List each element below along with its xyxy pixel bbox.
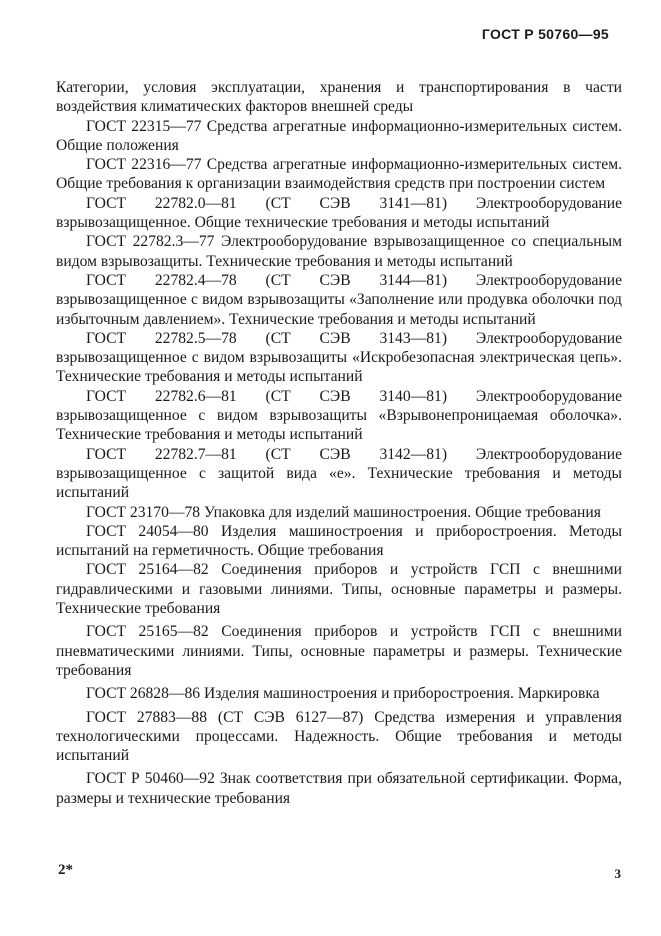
paragraph-gost-23170: ГОСТ 23170—78 Упаковка для изделий машиностроения. Общие требования (86, 503, 601, 521)
paragraph-gost-r-50460: ГОСТ Р 50460—92 Знак соответствия при обязательной сертификации. Форма, размеры и технические требования (56, 770, 622, 807)
document-body (56, 78, 622, 808)
paragraph-gost-22782-3: ГОСТ 22782.3—77 Электрооборудование взрывозащищенное со специальным видом взрывозащиты. Технические требования и методы испытаний (56, 233, 622, 270)
signature-mark: 2* (58, 862, 73, 878)
paragraph-gost-25165: ГОСТ 25165—82 Соединения приборов и устройств ГСП с внешними пневматическими линиями. Типы, основные параметры и размеры. Технические требования (56, 623, 622, 679)
running-header: ГОСТ Р 50760—95 (481, 26, 609, 42)
paragraph-gost-22782-7: ГОСТ 22782.7—81 (СТ СЭВ 3142—81) Электрооборудование взрывозащищенное с защитой вида «е». Технические требования и методы испытаний (56, 445, 622, 502)
paragraph-gost-25164: ГОСТ 25164—82 Соединения приборов и устройств ГСП с внешними гидравлическими и газовыми линиями. Типы, основные параметры и размеры. Технические требования (56, 561, 622, 618)
paragraph-climatic-categories: Категории, условия эксплуатации, хранения и транспортирования в части воздействия климатических факторов внешней среды (56, 79, 622, 116)
paragraph-gost-22782-0: ГОСТ 22782.0—81 (СТ СЭВ 3141—81) Электрооборудование взрывозащищенное. Общие технические требования и методы испытаний (56, 194, 622, 232)
paragraph-gost-22782-6: ГОСТ 22782.6—81 (СТ СЭВ 3140—81) Электрооборудование взрывозащищенное с видом взрывозащиты «Взрывонепроницаемая оболочка». Технические требования и методы испытаний (56, 387, 622, 444)
paragraph-gost-22782-4: ГОСТ 22782.4—78 (СТ СЭВ 3144—81) Электрооборудование взрывозащищенное с видом взрывозащиты «Заполнение или продувка оболочки под избыточным давлением». Технические требования и методы испытаний (56, 271, 622, 328)
paragraph-gost-22316: ГОСТ 22316—77 Средства агрегатные информационно-измерительных систем. Общие требования к организации взаимодействия средств при построении систем (56, 156, 622, 193)
paragraph-gost-26828: ГОСТ 26828—86 Изделия машиностроения и приборостроения. Маркировка (86, 685, 600, 703)
paragraph-gost-24054: ГОСТ 24054—80 Изделия машиностроения и приборостроения. Методы испытаний на герметичность. Общие требования (56, 522, 622, 560)
paragraph-gost-27883: ГОСТ 27883—88 (СТ СЭВ 6127—87) Средства измерения и управления технологическими процессами. Надежность. Общие требования и методы испытаний (56, 708, 622, 765)
paragraph-gost-22315: ГОСТ 22315—77 Средства агрегатные информационно-измерительных систем. Общие положения (56, 117, 622, 154)
page-number: 3 (614, 866, 621, 881)
paragraph-gost-22782-5: ГОСТ 22782.5—78 (СТ СЭВ 3143—81) Электрооборудование взрывозащищенное с видом взрывозащиты «Искробезопасная электрическая цепь». Технические требования и методы испытаний (56, 329, 622, 386)
